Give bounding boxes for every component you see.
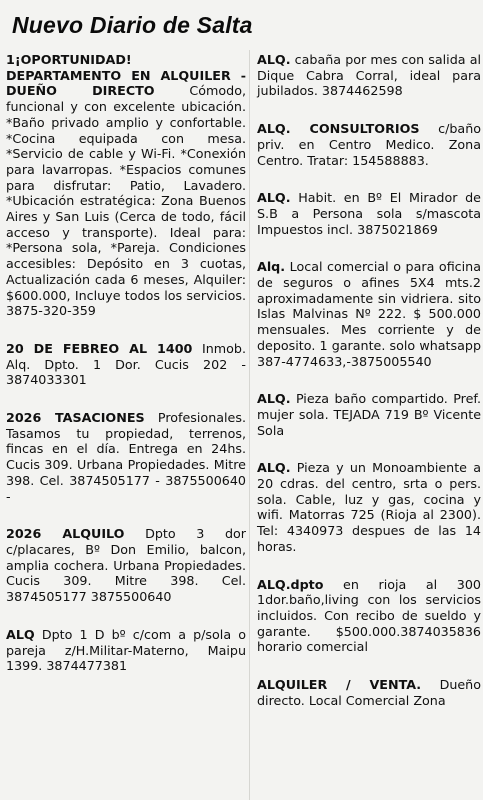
left-column xyxy=(6,52,246,696)
classified-ad xyxy=(257,677,481,708)
ad-body: Dpto 3 dor c/placares, Bº Don Emilio, balcon, amplia cochera. Urbana Propiedades. Cucis 309. Mitre 398. Cel. 3874505177 3875500640 xyxy=(6,526,246,605)
classified-ad xyxy=(257,259,481,369)
classified-ad xyxy=(257,577,481,656)
ad-heading: ALQ. xyxy=(257,460,291,476)
classified-ad xyxy=(6,341,246,388)
ad-heading: 2026 ALQUILO xyxy=(6,526,125,542)
masthead-title: Nuevo Diario de Salta xyxy=(12,12,253,38)
classified-ad xyxy=(6,52,246,319)
ad-body: Dpto 1 D bº c/com a p/sola o pareja z/H.Militar-Materno, Maipu 1399. 3874477381 xyxy=(6,626,246,674)
ad-heading: ALQ. xyxy=(257,190,291,206)
ad-body: Profesionales. Tasamos tu propiedad, terrenos, fincas en el día. Entrega en 24hs. Cucis 309. Urbana Propiedades. Mitre 398. Cel. 3874505177 - 3875500640 - xyxy=(6,410,246,504)
ad-heading: ALQ. xyxy=(257,52,291,67)
classified-ad xyxy=(257,460,481,554)
ad-body: Cómodo, funcional y con excelente ubicación. *Baño privado amplio y confortable. *Cocina equipada con mesa. *Servicio de cable y Wi-Fi. *Conexión para lavarropas. *Espacios comunes para disfrutar: Patio, Lavadero. *Ubicación estratégica: Zona Buenos Aires y San Luis (Cerca de todo, fácil acceso y transporte). Ideal para: *Persona sola, *Pareja. Condiciones accesibles: Depósito en 3 cuotas, Actualización cada 6 meses, Alquiler: $600.000, Incluye todos los servicios. 3875-320-359 xyxy=(6,83,247,319)
ad-heading: Alq. xyxy=(257,259,286,275)
classified-ad xyxy=(257,391,481,438)
ad-body: c/baño priv. en Centro Medico. Zona Centro. Tratar: 154588883. xyxy=(257,121,481,168)
ad-heading: ALQ. xyxy=(257,391,291,407)
ad-heading: ALQ.dpto xyxy=(257,576,324,592)
ad-body: Local comercial o para oficina de seguros o afines 5X4 mts.2 aproximadamente sin vidriera. sito Islas Malvinas Nº 222. $ 500.000 mensuales. Mes corriente y de deposito. 1 garante. solo whatsapp 387-4774633,-3875005540 xyxy=(257,259,481,369)
ad-body: Pieza y un Monoambiente a 20 cdras. del centro, srta o pers. sola. Cable, luz y gas, cocina y wifi. Matorras 725 (Rioja al 2300). Tel: 4340973 despues de las 14 horas. xyxy=(257,460,481,554)
ad-body: en rioja al 300 1dor.baño,living con los servicios incluidos. Con recibo de sueldo y garante. $500.000.3874035836 horario comercial xyxy=(257,576,481,655)
ad-heading: ALQ xyxy=(6,626,35,642)
column-divider xyxy=(249,50,250,800)
classified-ad xyxy=(257,52,481,99)
ad-heading: 20 DE FEBREO AL 1400 xyxy=(6,340,193,356)
ad-heading: 1¡OPORTUNIDAD! DEPARTAMENTO EN ALQUILER - DUEÑO DIRECTO xyxy=(6,52,246,99)
ad-heading: ALQUILER / VENTA. xyxy=(257,677,422,693)
classified-ad xyxy=(6,627,246,674)
classified-ad xyxy=(6,526,246,605)
ad-body: Pieza baño compartido. Pref. mujer sola. TEJADA 719 Bº Vicente Sola xyxy=(257,391,481,438)
ad-body: Inmob. Alq. Dpto. 1 Dor. Cucis 202 - 3874033301 xyxy=(6,340,246,388)
classified-ad xyxy=(257,190,481,237)
ad-body: Habit. en Bº El Mirador de S.B a Persona sola s/mascota Impuestos incl. 3875021869 xyxy=(257,190,481,237)
right-column xyxy=(257,52,481,731)
classified-ad xyxy=(6,410,246,504)
ad-body: cabaña por mes con salida al Dique Cabra Corral, ideal para jubilados. 3874462598 xyxy=(257,52,481,99)
classified-ad xyxy=(257,121,481,168)
ad-body: Dueño directo. Local Comercial Zona xyxy=(257,677,481,708)
ad-heading: 2026 TASACIONES xyxy=(6,410,145,426)
ad-heading: ALQ. CONSULTORIOS xyxy=(257,121,420,137)
